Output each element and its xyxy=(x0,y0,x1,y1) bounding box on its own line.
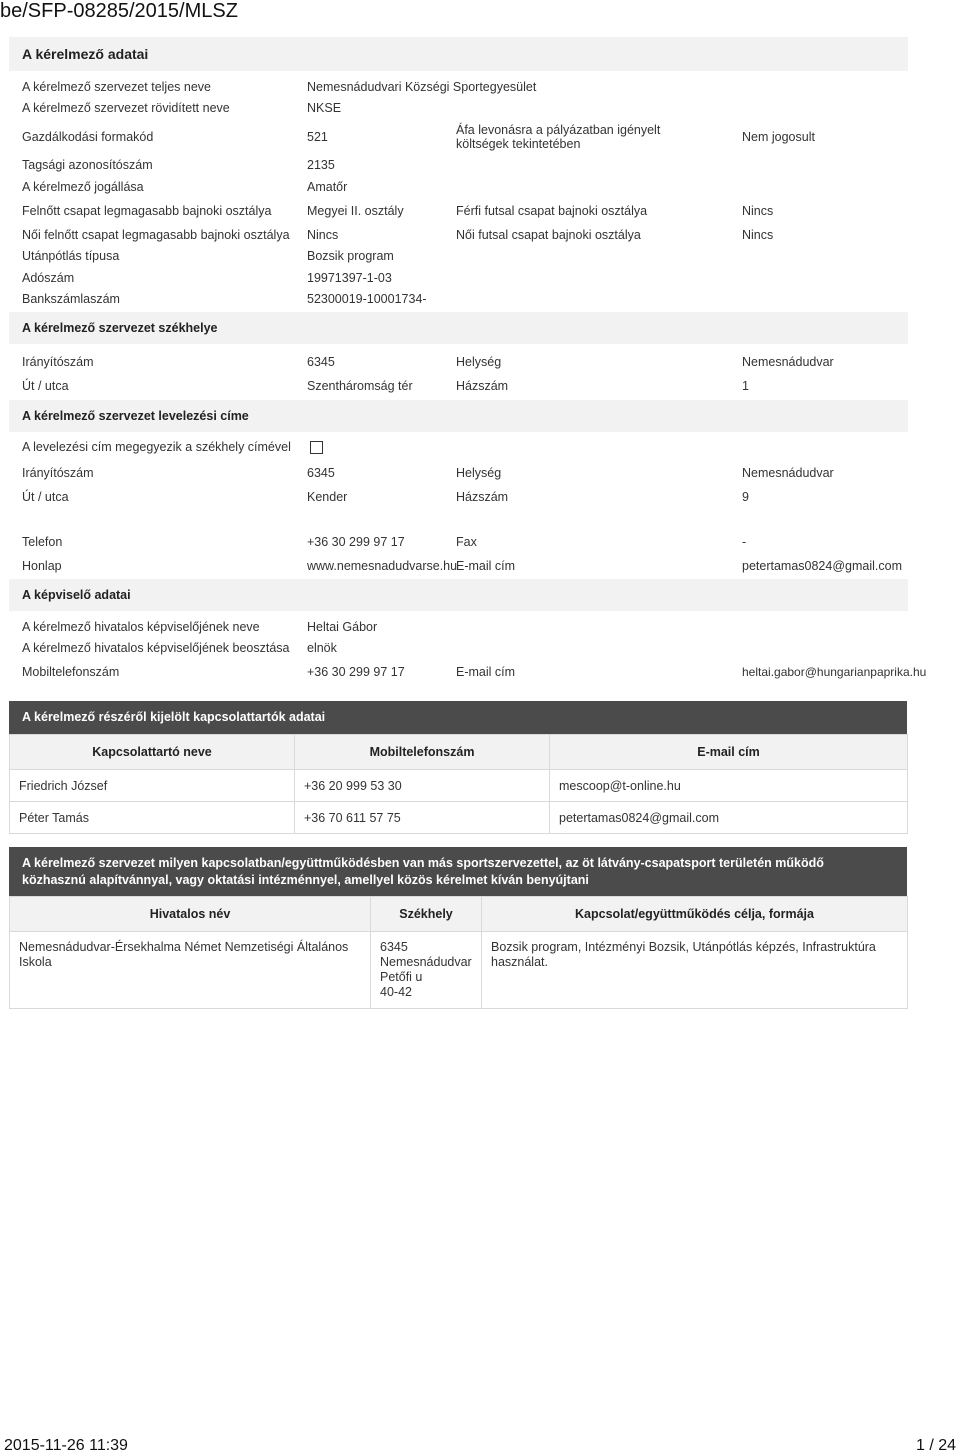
email-link[interactable]: petertamas0824@gmail.com xyxy=(742,559,902,573)
bank-account-label: Bankszámlaszám xyxy=(22,292,120,306)
column-header-email: E-mail cím xyxy=(550,735,908,770)
mail-street-value: Kender xyxy=(307,490,348,504)
vat-value: Nem jogosult xyxy=(742,130,815,144)
applicant-section-header: A kérelmező adatai xyxy=(9,37,908,71)
fax-value: - xyxy=(742,535,747,549)
column-header-mobile: Mobiltelefonszám xyxy=(295,735,550,770)
adult-league-label: Felnőtt csapat legmagasabb bajnoki osztálya xyxy=(22,204,272,218)
mail-city-value: Nemesnádudvar xyxy=(742,466,834,480)
column-header-contact-name: Kapcsolattartó neve xyxy=(10,735,295,770)
footer-timestamp: 2015-11-26 11:39 xyxy=(4,1437,128,1454)
partners-title-line2: közhasznú alapítvánnyal, vagy oktatási intézménnyel, amellyel közös kérelmet kíván benyújtani xyxy=(22,873,589,887)
seat-section-header: A kérelmező szervezet székhelye xyxy=(9,312,908,344)
rep-mobile-value: +36 30 299 97 17 xyxy=(307,665,405,679)
vat-label-line2: költségek tekintetében xyxy=(456,137,581,151)
youth-type-label: Utánpótlás típusa xyxy=(22,249,120,263)
rep-name-value: Heltai Gábor xyxy=(307,620,378,634)
short-name-value: NKSE xyxy=(307,101,342,115)
partners-title-line1: A kérelmező szervezet milyen kapcsolatban/együttműködésben van más sportszervezettel, az öt látvány-csapatsport területén működő xyxy=(22,856,824,870)
adult-league-value: Megyei II. osztály xyxy=(307,204,404,218)
tax-number-value: 19971397-1-03 xyxy=(307,271,392,285)
contacts-table xyxy=(9,734,908,834)
seat-zip-label: Irányítószám xyxy=(22,355,94,369)
email-label: E-mail cím xyxy=(456,559,516,573)
mail-zip-value: 6345 xyxy=(307,466,335,480)
same-address-checkbox[interactable] xyxy=(310,441,323,454)
column-header-seat: Székhely xyxy=(371,897,482,932)
legal-status-label: A kérelmező jogállása xyxy=(22,180,144,194)
business-form-value: 521 xyxy=(307,130,328,144)
women-league-label: Női felnőtt csapat legmagasabb bajnoki osztálya xyxy=(22,228,290,242)
same-address-label: A levelezési cím megegyezik a székhely címével xyxy=(22,440,291,454)
phone-label: Telefon xyxy=(22,535,63,549)
men-futsal-value: Nincs xyxy=(742,204,774,218)
contact-email-cell[interactable]: mescoop@t-online.hu xyxy=(550,770,908,802)
rep-email-link[interactable]: heltai.gabor@hungarianpaprika.hu xyxy=(742,665,927,679)
mail-house-value: 9 xyxy=(742,490,749,504)
partners-section-header xyxy=(9,847,907,896)
seat-zip-value: 6345 xyxy=(307,355,335,369)
tax-number-label: Adószám xyxy=(22,271,75,285)
seat-house-label: Házszám xyxy=(456,379,509,393)
rep-name-label: A kérelmező hivatalos képviselőjének neve xyxy=(22,620,260,634)
rep-email-label: E-mail cím xyxy=(456,665,516,679)
women-futsal-value: Nincs xyxy=(742,228,774,242)
seat-city-label: Helység xyxy=(456,355,502,369)
mail-zip-label: Irányítószám xyxy=(22,466,94,480)
rep-mobile-label: Mobiltelefonszám xyxy=(22,665,120,679)
youth-type-value: Bozsik program xyxy=(307,249,394,263)
short-name-label: A kérelmező szervezet rövidített neve xyxy=(22,101,230,115)
phone-value: +36 30 299 97 17 xyxy=(307,535,405,549)
table-row xyxy=(10,770,908,802)
fax-label: Fax xyxy=(456,535,477,549)
vat-label xyxy=(456,123,660,151)
representative-section-header: A képviselő adatai xyxy=(9,579,908,611)
partner-name-cell: Nemesnádudvar-Érsekhalma Német Nemzetiségi Általános Iskola xyxy=(10,932,371,1009)
seat-street-value: Szentháromság tér xyxy=(307,379,413,393)
contact-name-cell: Péter Tamás xyxy=(10,802,295,834)
partners-table xyxy=(9,896,908,1009)
contact-mobile-cell: +36 20 999 53 30 xyxy=(295,770,550,802)
business-form-label: Gazdálkodási formakód xyxy=(22,130,154,144)
footer-page-number: 1 / 24 xyxy=(915,1437,956,1454)
partner-seat-cell: 6345 Nemesnádudvar Petőfi u 40-42 xyxy=(371,932,482,1009)
contact-name-cell: Friedrich József xyxy=(10,770,295,802)
membership-id-value: 2135 xyxy=(307,158,335,172)
men-futsal-label: Férfi futsal csapat bajnoki osztálya xyxy=(456,204,648,218)
website-label: Honlap xyxy=(22,559,62,573)
bank-account-value: 52300019-10001734- xyxy=(307,292,427,306)
website-link[interactable]: www.nemesnadudvarse.hu xyxy=(307,559,458,573)
table-header-row xyxy=(10,735,908,770)
rep-position-value: elnök xyxy=(307,641,337,655)
mail-street-label: Út / utca xyxy=(22,490,69,504)
legal-status-value: Amatőr xyxy=(307,180,348,194)
contact-email-cell[interactable]: petertamas0824@gmail.com xyxy=(550,802,908,834)
contact-mobile-cell: +36 70 611 57 75 xyxy=(295,802,550,834)
membership-id-label: Tagsági azonosítószám xyxy=(22,158,153,172)
column-header-purpose: Kapcsolat/együttműködés célja, formája xyxy=(482,897,908,932)
seat-street-label: Út / utca xyxy=(22,379,69,393)
document-id-title: be/SFP-08285/2015/MLSZ xyxy=(0,0,238,22)
table-row xyxy=(10,932,908,1009)
rep-position-label: A kérelmező hivatalos képviselőjének beosztása xyxy=(22,641,290,655)
partner-purpose-cell: Bozsik program, Intézményi Bozsik, Utánpótlás képzés, Infrastruktúra használat. xyxy=(482,932,908,1009)
women-league-value: Nincs xyxy=(307,228,339,242)
full-name-label: A kérelmező szervezet teljes neve xyxy=(22,80,211,94)
full-name-value: Nemesnádudvari Községi Sportegyesület xyxy=(307,80,537,94)
mailing-section-header: A kérelmező szervezet levelezési címe xyxy=(9,400,908,432)
mail-house-label: Házszám xyxy=(456,490,509,504)
column-header-official-name: Hivatalos név xyxy=(10,897,371,932)
contacts-section-header: A kérelmező részéről kijelölt kapcsolattartók adatai xyxy=(9,701,907,734)
vat-label-line1: Áfa levonásra a pályázatban igényelt xyxy=(456,123,661,137)
table-row xyxy=(10,802,908,834)
seat-city-value: Nemesnádudvar xyxy=(742,355,834,369)
seat-house-value: 1 xyxy=(742,379,749,393)
women-futsal-label: Női futsal csapat bajnoki osztálya xyxy=(456,228,641,242)
table-header-row xyxy=(10,897,908,932)
mail-city-label: Helység xyxy=(456,466,502,480)
